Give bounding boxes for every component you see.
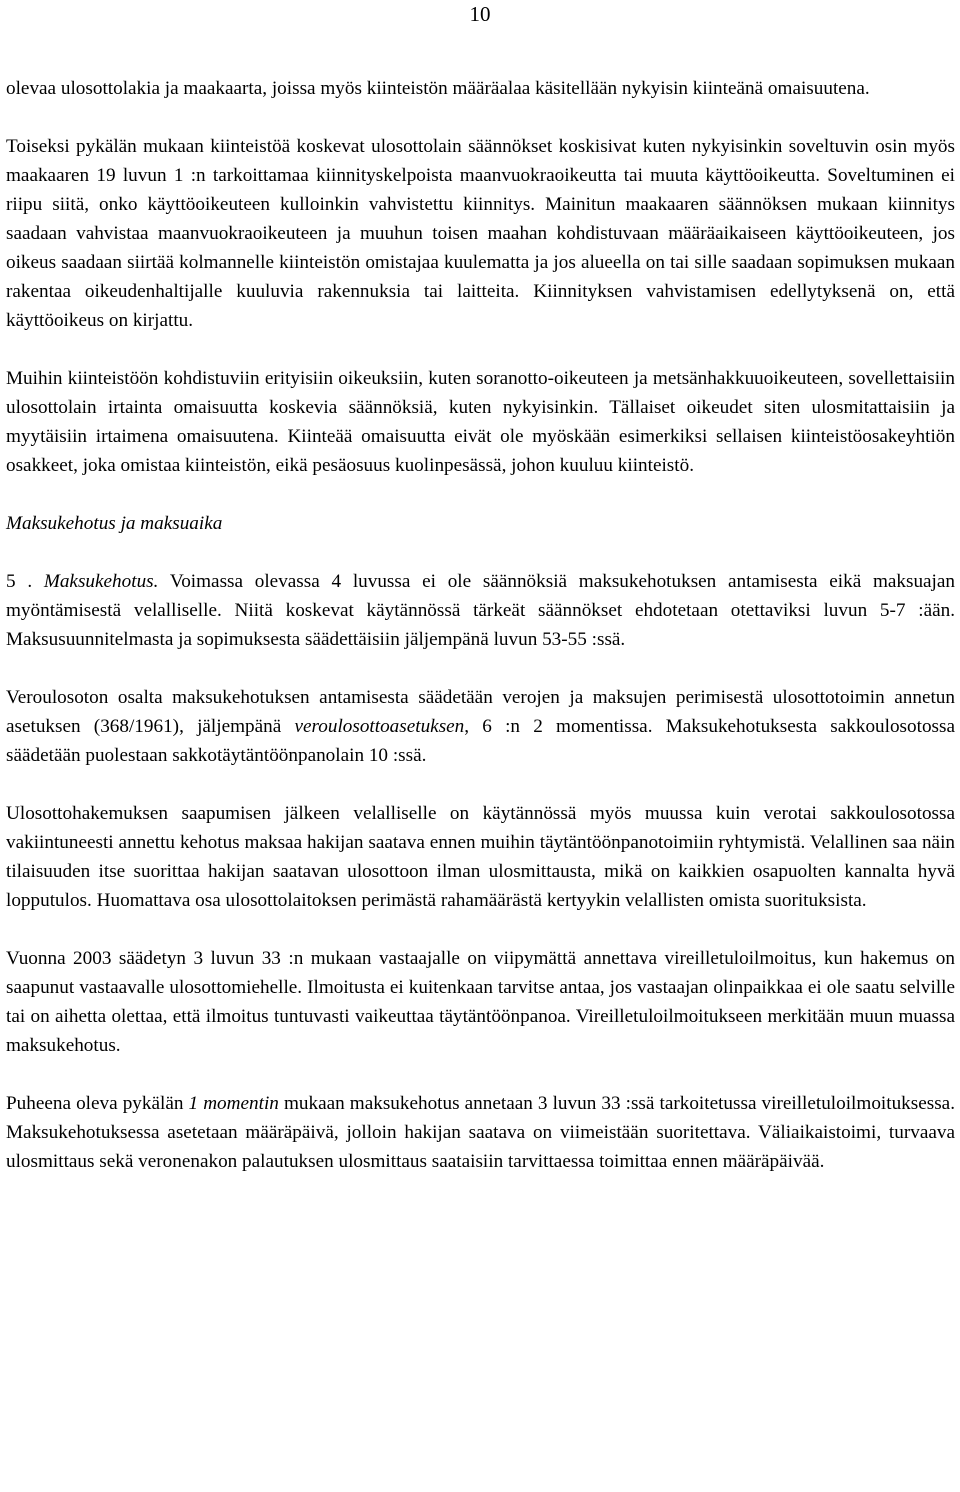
paragraph-5-text-rest: , 6 :n 2 momentissa. Maksukehotuksesta sakkoulosotossa säädetään puolestaan sakkotäytäntöönpanolain 10 :ssä. <box>6 716 955 766</box>
paragraph-3: Muihin kiinteistöön kohdistuviin erityisiin oikeuksiin, kuten soranotto-oikeuteen ja metsänhakkuuoikeuteen, sovellettaisiin ulosottolain irtainta omaisuutta koskevia säännöksiä, kuten nykyisinkin. Tällaiset oikeudet siten ulosmitattaisiin ja myytäisiin irtaimena omaisuutena. Kiinteää omaisuutta eivät ole myöskään esimerkiksi sellaisen kiinteistöosakeyhtiön osakkeet, joka omistaa kiinteistön, eikä pesäosuus kuolinpesässä, johon kuuluu kiinteistö. <box>6 368 955 476</box>
paragraph-4-text: Voimassa olevassa 4 luvussa ei ole säännöksiä maksukehotuksen antamisesta eikä maksuajan myöntämisestä velalliselle. Niitä koskevat käytännössä tärkeät säännökset ehdotetaan otettaviksi luvun 5-7 :ään. Maksusuunnitelmasta ja sopimuksesta säädettäisiin jäljempänä luvun 53-55 :ssä. <box>6 571 955 650</box>
paragraph-8-text-rest: mukaan maksukehotus annetaan 3 luvun 33 :ssä tarkoitetussa vireilletuloilmoituksessa. Maksukehotuksessa asetetaan määräpäivä, jolloin hakijan saatava on viimeistään suoritettava. Väliaikaistoimi, turvaava ulosmittaus sekä veronenakon palautuksen ulosmittaus saataisiin tarvittaessa toimittaa ennen määräpäivää. <box>6 1093 955 1172</box>
paragraph-6: Ulosottohakemuksen saapumisen jälkeen velalliselle on käytännössä myös muussa kuin verotai sakkoulosotossa vakiintuneesti annettu kehotus maksaa hakijan saatava ennen muihin täytäntöönpanotoimiin ryhtymistä. Velallinen saa näin tilaisuuden itse suorittaa hakijan saatavan ulosottoon ilman ulosmittausta, mikä on kaikkien osapuolten kannalta hyvä lopputulos. Huomattava osa ulosottolaitoksen perimästä rahamäärästä kertyykin velallisten omista suorituksista. <box>6 803 955 911</box>
section-title: Maksukehotus. <box>43 571 159 592</box>
paragraph-1: olevaa ulosottolakia ja maakaarta, joissa myös kiinteistön määräalaa käsitellään nykyisin kiinteänä omaisuutena. <box>6 78 870 99</box>
document-body <box>6 74 955 1176</box>
paragraph-5-text-start: Veroulosoton osalta maksukehotuksen antamisesta säädetään verojen ja maksujen perimisestä ulosottotoimin annetun asetuksen (368/1961), jäljempänä <box>6 687 955 737</box>
paragraph-8-italic-term: 1 momentin <box>188 1093 279 1114</box>
paragraph-7: Vuonna 2003 säädetyn 3 luvun 33 :n mukaan vastaajalle on viipymättä annettava vireilletuloilmoitus, kun hakemus on saapunut vastaavalle ulosottomiehelle. Ilmoitusta ei kuitenkaan tarvitse antaa, jos vastaajan olinpaikkaa ei ole saatu selville tai on aihetta olettaa, että ilmoitus tuntuvasti vaikeuttaa täytäntöönpanoa. Vireilletuloilmoitukseen merkitään muun muassa maksukehotus. <box>6 948 955 1056</box>
page-number: 10 <box>469 2 491 26</box>
section-heading: Maksukehotus ja maksuaika <box>6 513 223 534</box>
paragraph-2: Toiseksi pykälän mukaan kiinteistöä koskevat ulosottolain säännökset koskisivat kuten nykyisinkin soveltuvin osin myös maakaaren 19 luvun 1 :n tarkoittamaa kiinnityskelpoista maanvuokraoikeutta tai muuta käyttöoikeutta. Soveltuminen ei riipu siitä, onko käyttöoikeuteen kulloinkin vahvistettu kiinnitys. Mainitun maakaaren säännöksen mukaan kiinnitys saadaan vahvistaa maanvuokraoikeuteen ja muuhun toisen maahan kohdistuvaan määräaikaiseen käyttöoikeuteen, jos oikeus saadaan siirtää kolmannelle kiinteistön omistajaa kuulematta ja jos alueella on tai sille saadaan sopimuksen mukaan rakentaa oikeudenhaltijalle kuuluvia rakennuksia tai laitteita. Kiinnityksen vahvistamisen edellytyksenä on, että käyttöoikeus on kirjattu. <box>6 136 955 331</box>
section-number: 5 . <box>6 571 44 592</box>
paragraph-5-italic-term: veroulosottoasetuksen <box>294 716 465 737</box>
paragraph-8-text-start: Puheena oleva pykälän <box>6 1093 189 1114</box>
paragraph-8 <box>6 1089 955 1176</box>
paragraph-5 <box>6 683 955 770</box>
paragraph-4 <box>6 567 955 654</box>
